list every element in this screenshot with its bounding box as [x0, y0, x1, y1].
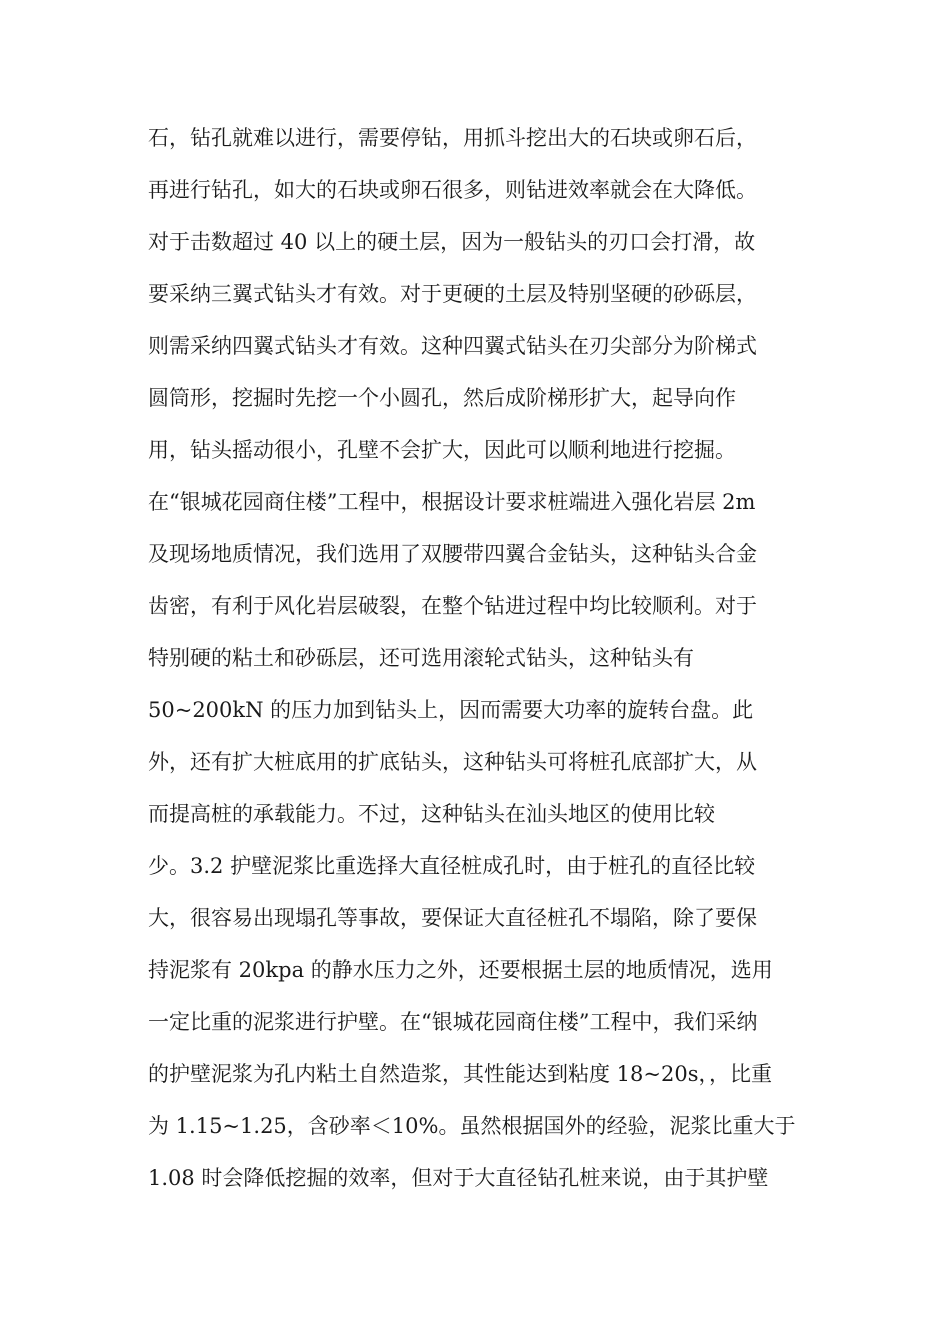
- text-line: 石，钻孔就难以进行，需要停钻，用抓斗挖出大的石块或卵石后，: [148, 126, 757, 150]
- text-line: 为 1.15~1.25，含砂率＜10%。虽然根据国外的经验，泥浆比重大于: [148, 1114, 796, 1138]
- text-line: 50~200kN 的压力加到钻头上，因而需要大功率的旋转台盘。此: [148, 698, 754, 722]
- text-line: 则需采纳四翼式钻头才有效。这种四翼式钻头在刃尖部分为阶梯式: [148, 334, 757, 358]
- text-line: 圆筒形，挖掘时先挖一个小圆孔，然后成阶梯形扩大，起导向作: [148, 386, 736, 410]
- text-line: 再进行钻孔，如大的石块或卵石很多，则钻进效率就会在大降低。: [148, 178, 757, 202]
- body-text: [148, 118, 808, 1210]
- text-line: 大，很容易出现塌孔等事故，要保证大直径桩孔不塌陷，除了要保: [148, 906, 757, 930]
- text-line: 及现场地质情况，我们选用了双腰带四翼合金钻头，这种钻头合金: [148, 542, 757, 566]
- text-line: 在“银城花园商住楼”工程中，根据设计要求桩端进入强化岩层 2m: [148, 490, 756, 514]
- text-line: 的护壁泥浆为孔内粘土自然造浆，其性能达到粘度 18~20s，，比重: [148, 1062, 772, 1086]
- text-line: 特别硬的粘土和砂砾层，还可选用滚轮式钻头，这种钻头有: [148, 646, 694, 670]
- text-line: 1.08 时会降低挖掘的效率，但对于大直径钻孔桩来说，由于其护壁: [148, 1166, 769, 1190]
- text-line: 对于击数超过 40 以上的硬土层，因为一般钻头的刃口会打滑，故: [148, 230, 756, 254]
- text-line: 用，钻头摇动很小，孔壁不会扩大，因此可以顺利地进行挖掘。: [148, 438, 736, 462]
- text-line: 一定比重的泥浆进行护壁。在“银城花园商住楼”工程中，我们采纳: [148, 1010, 758, 1034]
- text-line: 少。3.2 护壁泥浆比重选择大直径桩成孔时，由于桩孔的直径比较: [148, 854, 756, 878]
- text-line: 齿密，有利于风化岩层破裂，在整个钻进过程中均比较顺利。对于: [148, 594, 757, 618]
- text-line: 外，还有扩大桩底用的扩底钻头，这种钻头可将桩孔底部扩大，从: [148, 750, 757, 774]
- text-line: 持泥浆有 20kpa 的静水压力之外，还要根据土层的地质情况，选用: [148, 958, 773, 982]
- text-line: 要采纳三翼式钻头才有效。对于更硬的土层及特别坚硬的砂砾层，: [148, 282, 757, 306]
- text-line: 而提高桩的承载能力。不过，这种钻头在汕头地区的使用比较: [148, 802, 715, 826]
